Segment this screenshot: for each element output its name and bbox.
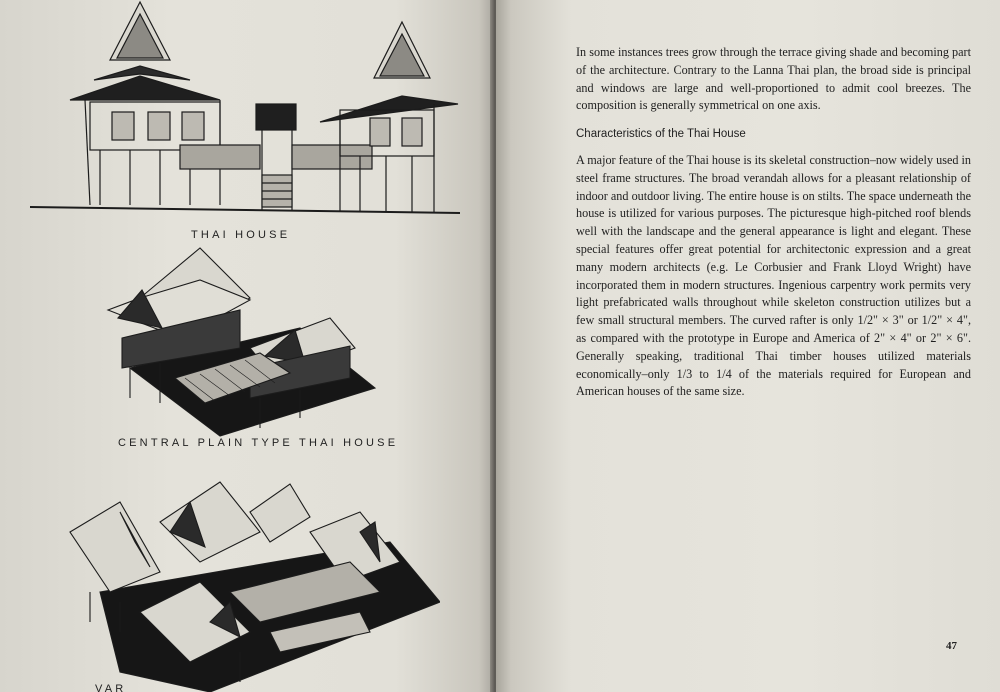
- thai-house-elevation-drawing: [30, 0, 470, 222]
- body-paragraph: A major feature of the Thai house is its skeletal construction–now widely used in steel frame structures. The broad verandah allows for a pleasant relationship of indoor and outdoor living. The entire house is on stilts. The space underneath the house is utilized for various purposes. The picturesque high-pitched roof blends well with the landscape and the general appearance is light and elegant. These special features offer great potential for architectonic expression and a great many modern architects (e.g. Le Corbusier and Frank Lloyd Wright) have incorporated them in modern structures. Ingenious carpentry work permits very light prefabricated walls throughout while skeleton construction utilizes but a few small structural members. The curved rafter is only 1/2" × 3" or 1/2" × 4", as compared with the prototype in Europe and America of 2" × 4" or 2" × 6". Generally speaking, traditional Thai timber houses utilized materials economically–only 1/3 to 1/4 of the materials required for European and American houses of the same size.: [576, 153, 971, 399]
- thai-house-caption: THAI HOUSE: [191, 229, 291, 241]
- section-heading: Characteristics of the Thai House: [576, 128, 746, 140]
- left-page: [0, 0, 494, 692]
- central-plain-caption: CENTRAL PLAIN TYPE THAI HOUSE: [118, 437, 399, 449]
- intro-paragraph: In some instances trees grow through the terrace giving shade and becoming part of the architecture. Contrary to the Lanna Thai plan, the broad side is principal and windows are large and well-proportioned to admit cool breezes. The composition is generally symmetrical on one axis.: [576, 45, 971, 113]
- cluster-thai-house-drawing: [60, 472, 440, 692]
- right-page: [496, 0, 1000, 692]
- bottom-partial-caption: VAR: [95, 683, 127, 692]
- central-plain-thai-house-drawing: [100, 238, 380, 438]
- page-number: 47: [946, 640, 957, 652]
